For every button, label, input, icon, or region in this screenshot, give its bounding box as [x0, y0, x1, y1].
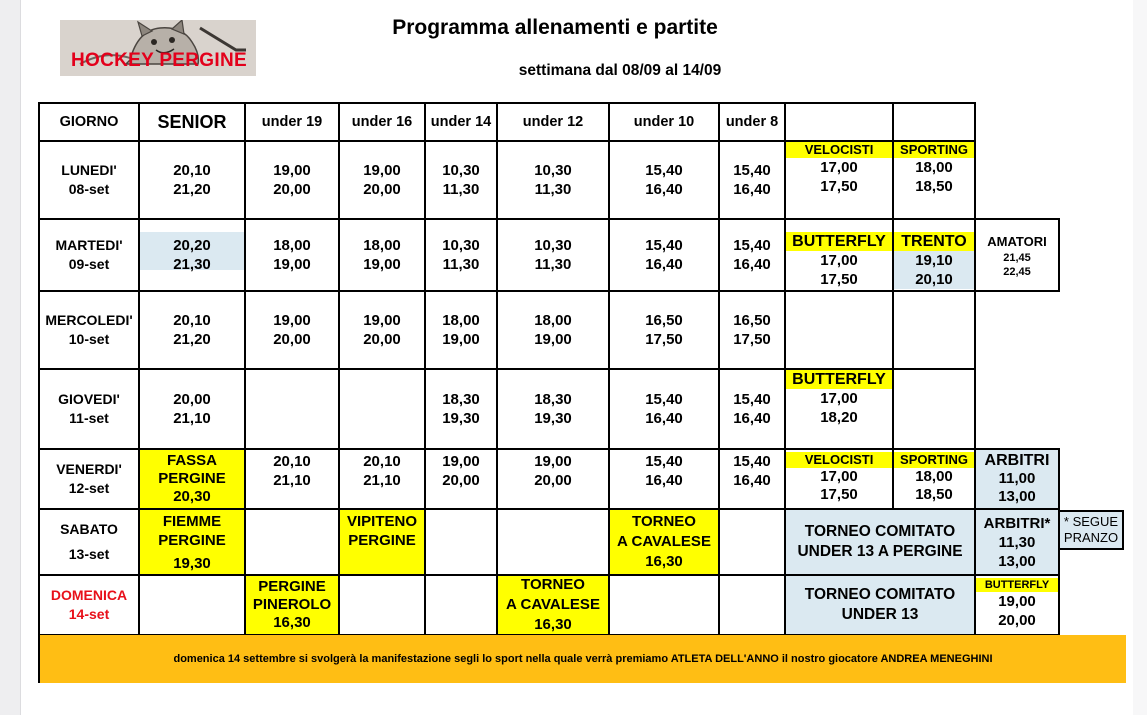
cell-u10-fri [608, 448, 720, 510]
time-value: 20,00 [442, 472, 480, 489]
day-date: 13-set [68, 546, 110, 562]
time-value: 16,30 [273, 614, 311, 631]
time-value: 19,00 [442, 453, 480, 470]
time-value: 21,10 [173, 410, 211, 427]
time-value: 16,40 [645, 181, 683, 198]
cell-extra1-tue [784, 218, 894, 292]
cell-senior-sat [138, 508, 246, 576]
time-value: 19,00 [442, 331, 480, 348]
cell-u16-sat [338, 508, 426, 576]
time-value: 11,30 [534, 256, 572, 273]
cell-u19-wed [244, 290, 340, 370]
window-right-edge [1133, 0, 1147, 715]
time-value: 21,20 [173, 181, 211, 198]
cell-u12-thu [496, 368, 610, 450]
time-value: 11,00 [998, 470, 1036, 487]
time-value: 18,30 [442, 391, 480, 408]
time-value: 19,00 [273, 162, 311, 179]
time-value: * SEGUE [1063, 514, 1119, 529]
time-value: 20,00 [273, 331, 311, 348]
time-value: 11,30 [442, 256, 480, 273]
cell-u8-wed [718, 290, 786, 370]
time-value: 16,50 [733, 312, 771, 329]
header-under16: under 16 [338, 102, 426, 142]
time-value: 15,40 [645, 162, 683, 179]
cell-extra3-tue [974, 218, 1060, 292]
header-extra2 [892, 102, 976, 142]
cell-u16-thu [338, 368, 426, 450]
time-value: PERGINE [158, 470, 226, 487]
cell-u16-wed [338, 290, 426, 370]
header-extra1 [784, 102, 894, 142]
day-sunday [38, 574, 140, 636]
header-under8: under 8 [718, 102, 786, 142]
cell-extra1-mon [784, 140, 894, 220]
time-value: 17,00 [820, 159, 858, 176]
time-value: 21,10 [363, 472, 401, 489]
time-value: 19,30 [442, 410, 480, 427]
time-value: 19,00 [273, 312, 311, 329]
time-value: 16,50 [645, 312, 683, 329]
time-value: 16,40 [645, 472, 683, 489]
time-value: 11,30 [442, 181, 480, 198]
cell-u8-sat [718, 508, 786, 576]
group-label: BUTTERFLY [786, 232, 892, 251]
header-under14: under 14 [424, 102, 498, 142]
time-value: 19,00 [998, 593, 1036, 610]
page-subtitle: settimana dal 08/09 al 14/09 [518, 62, 722, 79]
cell-extra1-wed [784, 290, 894, 370]
time-value: 20,10 [363, 453, 401, 470]
day-monday [38, 140, 140, 220]
cell-u8-thu [718, 368, 786, 450]
time-value: 17,00 [820, 390, 858, 407]
cell-extra1-thu [784, 368, 894, 450]
cell-u10-mon [608, 140, 720, 220]
time-value: 21,10 [273, 472, 311, 489]
group-label: ARBITRI [984, 452, 1050, 469]
time-value: 17,50 [820, 486, 858, 503]
cell-u8-fri [718, 448, 786, 510]
time-value: PERGINE [258, 578, 326, 595]
time-value: 16,40 [645, 410, 683, 427]
time-value: 18,00 [915, 468, 953, 485]
day-wednesday [38, 290, 140, 370]
time-value: 22,45 [1003, 265, 1031, 278]
day-date: 12-set [68, 480, 110, 496]
time-value: PERGINE [348, 532, 416, 549]
header-giorno: GIORNO [38, 102, 140, 142]
time-value: 15,40 [645, 237, 683, 254]
time-value: 19,30 [534, 410, 572, 427]
cell-u19-fri [244, 448, 340, 510]
time-value: 20,00 [534, 472, 572, 489]
time-value: 10,30 [442, 237, 480, 254]
time-value: 15,40 [733, 162, 771, 179]
group-label: VELOCISTI [786, 142, 892, 158]
day-date: 10-set [68, 331, 110, 347]
time-value: 18,50 [915, 486, 953, 503]
cell-extra2-tue [892, 218, 976, 292]
cell-extra1-fri [784, 448, 894, 510]
time-value: 15,40 [733, 237, 771, 254]
header-under19: under 19 [244, 102, 340, 142]
cell-extra3-sun [974, 574, 1060, 636]
cell-extra3-sat [974, 508, 1060, 576]
time-value: 18,00 [534, 312, 572, 329]
time-value: 17,00 [820, 468, 858, 485]
time-value: 20,00 [998, 612, 1036, 629]
group-label: SPORTING [894, 142, 974, 158]
group-label: ARBITRI* [983, 514, 1051, 532]
time-value: VIPITENO [346, 513, 417, 530]
time-value: 18,50 [915, 178, 953, 195]
time-value: TORNEO [521, 576, 585, 593]
time-value: 10,30 [534, 237, 572, 254]
cell-extra3-fri [974, 448, 1060, 510]
time-value: 16,40 [733, 472, 771, 489]
time-value: 19,10 [915, 252, 953, 269]
day-name: SABATO [60, 521, 118, 537]
cell-u10-sat [608, 508, 720, 576]
time-value: 17,50 [733, 331, 771, 348]
day-date: 08-set [68, 181, 110, 197]
time-value: 16,40 [733, 410, 771, 427]
group-label: AMATORI [987, 233, 1047, 249]
time-value: 20,00 [363, 331, 401, 348]
day-thursday [38, 368, 140, 450]
cell-u14-sat [424, 508, 498, 576]
day-date: 14-set [68, 606, 110, 622]
cell-u14-sun [424, 574, 498, 636]
cell-extra2-mon [892, 140, 976, 220]
time-value: A CAVALESE [506, 596, 600, 613]
time-value: 20,00 [363, 181, 401, 198]
time-value: 15,40 [733, 391, 771, 408]
cell-u12-sat [496, 508, 610, 576]
time-value: 17,50 [645, 331, 683, 348]
time-value: 11,30 [534, 181, 572, 198]
day-name: VENERDI' [56, 461, 122, 477]
header-under12: under 12 [496, 102, 610, 142]
cell-u10-tue [608, 218, 720, 292]
cell-u12-sun [496, 574, 610, 636]
header-under10: under 10 [608, 102, 720, 142]
time-value: 16,40 [733, 256, 771, 273]
time-value: 20,10 [273, 453, 311, 470]
time-value: 19,00 [534, 331, 572, 348]
day-name: MARTEDI' [55, 237, 123, 253]
time-value: 20,10 [173, 312, 211, 329]
time-value: 11,30 [998, 533, 1036, 551]
time-value: 13,00 [998, 488, 1036, 505]
cell-u16-mon [338, 140, 426, 220]
time-value: 18,30 [534, 391, 572, 408]
window-left-edge [0, 0, 21, 715]
cell-u12-tue [496, 218, 610, 292]
day-tuesday [38, 218, 140, 292]
time-value: A CAVALESE [617, 533, 711, 550]
time-value: 20,10 [173, 162, 211, 179]
cell-u19-sun [244, 574, 340, 636]
time-value: 18,00 [442, 312, 480, 329]
time-value: 19,00 [534, 453, 572, 470]
day-name: DOMENICA [50, 587, 128, 603]
cell-extra2-thu [892, 368, 976, 450]
time-value: 17,00 [820, 252, 858, 269]
time-value: 21,30 [173, 256, 211, 273]
cell-u8-mon [718, 140, 786, 220]
time-value: 17,50 [820, 178, 858, 195]
cell-senior-fri [138, 448, 246, 510]
group-label: BUTTERFLY [786, 370, 892, 389]
time-value: TORNEO [632, 513, 696, 530]
time-value: 20,30 [173, 488, 211, 505]
time-value: 18,00 [363, 237, 401, 254]
hockey-pergine-logo [60, 20, 256, 76]
day-friday [38, 448, 140, 510]
cell-senior-tue [138, 218, 246, 292]
time-value: 16,30 [645, 553, 683, 570]
time-value: UNDER 13 A PERGINE [797, 543, 963, 560]
time-value: 21,20 [173, 331, 211, 348]
trento-times [894, 251, 974, 289]
time-value: 19,00 [273, 256, 311, 273]
cell-u19-thu [244, 368, 340, 450]
group-label: SPORTING [894, 452, 974, 468]
day-name: LUNEDI' [61, 162, 117, 178]
logo-text: HOCKEY PERGINE [71, 50, 247, 71]
group-label: BUTTERFLY [976, 578, 1058, 592]
time-value: 19,00 [363, 162, 401, 179]
time-value: TORNEO COMITATO [804, 523, 956, 540]
time-value: 10,30 [442, 162, 480, 179]
time-value: 16,30 [534, 616, 572, 633]
cell-u16-fri [338, 448, 426, 510]
time-value: 15,40 [645, 453, 683, 470]
cell-u10-sun [608, 574, 720, 636]
time-value: 20,10 [915, 271, 953, 288]
time-value: UNDER 13 [841, 606, 919, 623]
tournament-saturday [784, 508, 976, 576]
time-value: 20,00 [173, 391, 211, 408]
cell-u19-mon [244, 140, 340, 220]
time-value: 10,30 [534, 162, 572, 179]
time-value: 20,20 [173, 237, 211, 254]
time-value: 19,00 [363, 256, 401, 273]
cell-u12-fri [496, 448, 610, 510]
time-value: 18,00 [273, 237, 311, 254]
day-name: MERCOLEDI' [45, 312, 133, 328]
time-value: FIEMME [162, 512, 222, 530]
cell-u12-mon [496, 140, 610, 220]
cell-senior-thu [138, 368, 246, 450]
time-value: FASSA [166, 452, 217, 469]
cell-u8-sun [718, 574, 786, 636]
cell-u16-tue [338, 218, 426, 292]
day-saturday [38, 508, 140, 576]
time-value: 20,00 [273, 181, 311, 198]
time-value: 15,40 [733, 453, 771, 470]
cell-u14-thu [424, 368, 498, 450]
cell-u14-wed [424, 290, 498, 370]
cell-u19-tue [244, 218, 340, 292]
header-senior: SENIOR [138, 102, 246, 142]
cell-u14-mon [424, 140, 498, 220]
time-value: 21,45 [1003, 251, 1031, 264]
page-title: Programma allenamenti e partite [392, 16, 718, 39]
time-value: PINEROLO [252, 596, 332, 613]
cell-u16-sun [338, 574, 426, 636]
time-value: 19,00 [363, 312, 401, 329]
cell-senior-mon [138, 140, 246, 220]
time-value: 16,40 [645, 256, 683, 273]
group-label: TRENTO [894, 232, 974, 251]
tournament-sunday [784, 574, 976, 636]
time-value: 17,50 [820, 271, 858, 288]
time-value: 15,40 [645, 391, 683, 408]
day-date: 09-set [68, 256, 110, 272]
cell-senior-sun [138, 574, 246, 636]
cell-u14-tue [424, 218, 498, 292]
cell-u8-tue [718, 218, 786, 292]
group-label: VELOCISTI [786, 452, 892, 468]
day-date: 11-set [69, 410, 109, 426]
cell-extra2-wed [892, 290, 976, 370]
time-value: 13,00 [998, 552, 1036, 570]
time-value: 19,30 [173, 554, 211, 572]
time-value: TORNEO COMITATO [804, 586, 956, 603]
day-name: GIOVEDI' [58, 391, 120, 407]
cell-u10-wed [608, 290, 720, 370]
note-segue-pranzo [1058, 510, 1124, 550]
cell-u10-thu [608, 368, 720, 450]
time-value: 16,40 [733, 181, 771, 198]
time-value: 18,20 [820, 409, 858, 426]
time-value: PERGINE [158, 531, 226, 549]
cell-senior-wed [138, 290, 246, 370]
cell-u12-wed [496, 290, 610, 370]
cell-u19-sat [244, 508, 340, 576]
cell-u14-fri [424, 448, 498, 510]
announcement-banner: domenica 14 settembre si svolgerà la manifestazione segli lo sport nella quale verrà premiamo ATLETA DELL'ANNO il nostro giocatore ANDREA MENEGHINI [38, 635, 1126, 683]
time-value: 18,00 [915, 159, 953, 176]
cell-extra2-fri [892, 448, 976, 510]
time-value: PRANZO [1063, 530, 1119, 545]
